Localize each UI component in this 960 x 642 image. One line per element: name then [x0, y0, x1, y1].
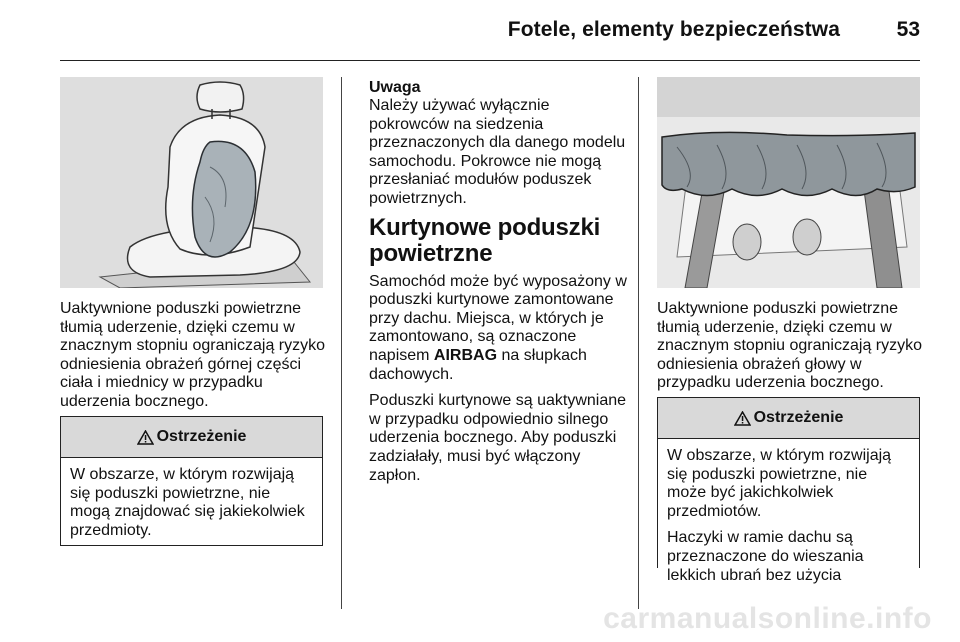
paragraph-1-post: na słupkach dachowych. — [369, 346, 587, 383]
warning-header — [61, 417, 322, 458]
column-2-text — [369, 79, 627, 485]
warning-box-1 — [60, 416, 323, 546]
warning-header — [658, 398, 919, 439]
page-header-title: Fotele, elementy bezpieczeństwa — [507, 18, 840, 41]
warning-title: Ostrzeżenie — [156, 428, 247, 445]
paragraph-2: Poduszki kurtynowe są uaktywniane w przypadku odpowiednio silnego uderzenia bocznego. Aby poduszki zadziałały, musi być włączony zapłon. — [369, 392, 627, 484]
curtain-airbag-figure — [657, 77, 920, 288]
note-title: Uwaga — [369, 79, 421, 96]
seat-airbag-caption: Uaktywnione poduszki powietrzne tłumią uderzenie, dzięki czemu w znacznym stopniu ograniczają ryzyko odniesienia obrażeń górnej części ciała i miednicy w przypadku uderzenia bocznego. — [60, 300, 326, 410]
seat-airbag-illustration — [60, 77, 323, 288]
column-divider-left — [341, 77, 342, 609]
curtain-airbag-illustration — [657, 77, 920, 288]
warning-box-2 — [657, 397, 920, 584]
warning-text: W obszarze, w którym rozwijają się poduszki powietrzne, nie mogą znajdować się jakiekolwiek przedmioty. — [70, 466, 305, 539]
column-3-text — [657, 300, 923, 393]
warning-title: Ostrzeżenie — [753, 409, 844, 426]
paragraph-1-pre: Samochód może być wyposażony w poduszki kurtynowe zamontowane przy dachu. Miejsca, w których je zamontowano, są oznaczone napisem — [369, 272, 627, 364]
column-divider-right — [638, 77, 639, 609]
warning-triangle-icon — [734, 411, 751, 426]
watermark: carmanualsonline.info — [603, 602, 932, 635]
warning-text-2: Haczyki w ramie dachu są przeznaczone do wieszania lekkich ubrań bez użycia — [667, 529, 864, 584]
column-1-text — [60, 300, 326, 412]
curtain-airbag-caption: Uaktywnione poduszki powietrzne tłumią uderzenie, dzięki czemu w znacznym stopniu ograniczają ryzyko odniesienia obrażeń głowy w przypadku uderzenia bocznego. — [657, 300, 923, 392]
airbag-label: AIRBAG — [433, 346, 498, 364]
section-heading: Kurtynowe poduszki powietrzne — [369, 213, 601, 267]
page-number: 53 — [896, 18, 920, 41]
warning-text-1: W obszarze, w którym rozwijają się poduszki powietrzne, nie może być jakichkolwiek przedmiotów. — [667, 447, 892, 520]
note-text: Należy używać wyłącznie pokrowców na siedzenia przeznaczonych dla danego modelu samochodu. Pokrowce nie mogą przesłaniać modułów poduszek powietrznych. — [369, 97, 626, 207]
paragraph-1 — [369, 273, 627, 385]
warning-triangle-icon — [137, 430, 154, 445]
seat-airbag-figure — [60, 77, 323, 288]
header-rule — [60, 60, 920, 61]
